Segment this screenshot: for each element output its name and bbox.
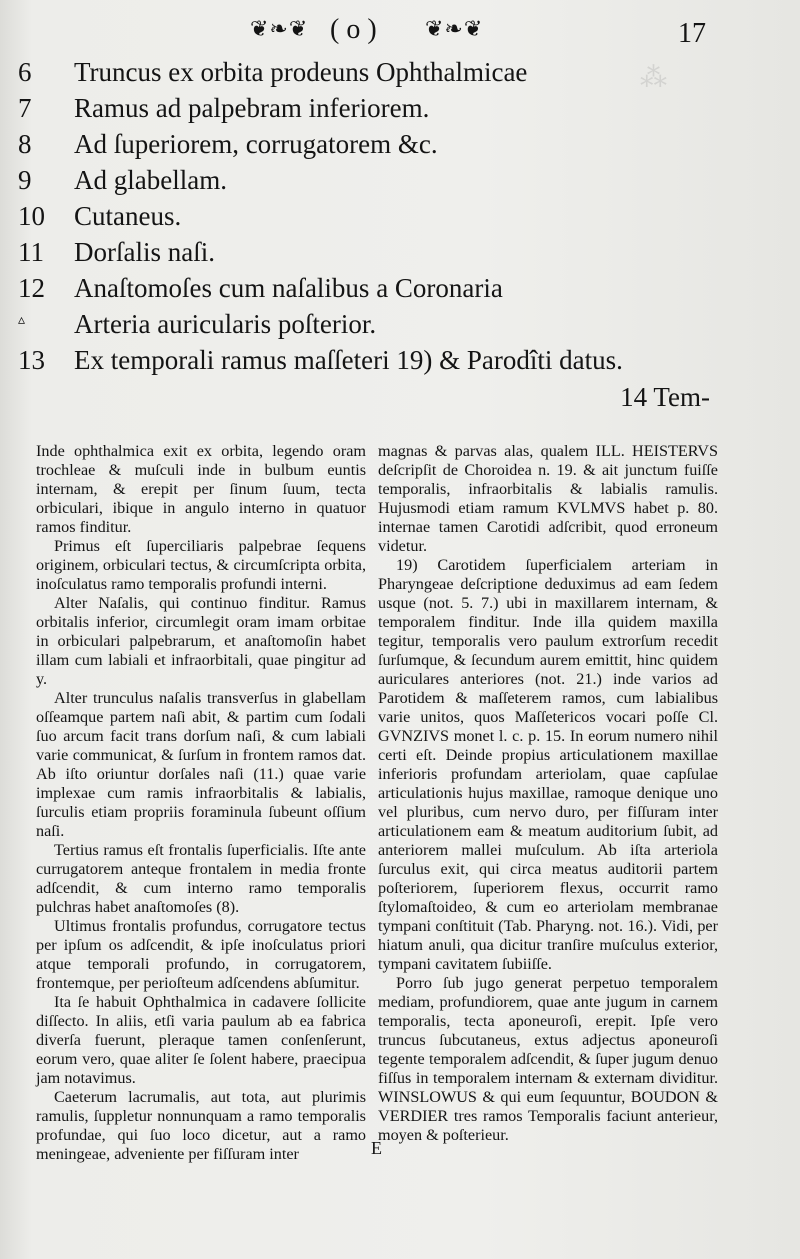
paragraph: Alter Naſalis, qui continuo finditur. Ramus orbitalis inferior, circumlegit oram imam orbitae in orbiculari palpebrarum, et anaſtomoſin habet illam cum labiali et infraorbitali, quae pingitur ad y. [36, 594, 366, 688]
legend-text: Ad glabellam. [74, 165, 227, 195]
page-number: 17 [678, 18, 706, 49]
legend-number: 11 [18, 237, 44, 267]
paragraph: Porro ſub jugo generat perpetuo temporalem mediam, profundiorem, quae ante jugum in carnem temporalis, tecta aponeuroſi, erepit. Ipſe vero truncus ſubcutaneus, extus adjectus aponeuroſi tegente temporalem adſcendit, & ſuper jugum denuo fiſſus in temporalem internam & externam dividitur. WINSLOWUS & qui eum ſequuntur, BOUDON & VERDIER tres ramos Temporalis faciunt anterieur, moyen & poſterieur. [378, 974, 718, 1144]
legend-number: 8 [18, 129, 32, 159]
paragraph: 19) Carotidem ſuperficialem arteriam in Pharyngeae deſcriptione deduximus ad eam ſedem usque (not. 5. 7.) ubi in maxillarem internam, & temporalem finditur. Inde illa quidem maxilla tegitur, temporalis vero paulum extrorſum recedit ſurſumque, & ſecundum aurem emittit, hinc quidem auriculares anteriores (not. 21.) inde varios ad Parotidem & maſſeterem ramos, cum labialibus varie unitos, quos Maſſetericos vocari poſſe Cl. GVNZIVS monet l. c. p. 15. In eorum numero nihil certi eſt. Deinde propius articulationem maxillae inferioris profundam arteriolam, quae capſulae articulationis hujus maxillae, ramoque denique uno vel pluribus, cum nervo duro, per fiſſuram inter articulationem eam & meatum auditorium ſubit, ad anteriorem mallei muſculum. Ab iſta arteriola ſurculus exit, qui circa meatus auditorii partem poſteriorem, ſuperiorem flexus, occurrit ramo ſtylomaſtoideo, & cum eo arteriolam membranae tympani conſtituit (Tab. Pharyng. not. 16.). Vidi, per hiatum anuli, qua dicitur tranſire muſculus exterior, tympani cavitatem ſubiiſſe. [378, 556, 718, 973]
legend-number: 10 [18, 201, 45, 231]
legend-item [18, 162, 738, 198]
legend-item [18, 198, 738, 234]
catchword: 14 Tem- [620, 382, 710, 412]
legend-item [18, 234, 738, 270]
legend-number: 7 [18, 93, 32, 123]
legend-text: Truncus ex orbita prodeuns Ophthalmicae [74, 57, 528, 87]
bleed-through: ⁂ [640, 62, 667, 92]
signature-mark: E [371, 1138, 382, 1158]
legend-number: 6 [18, 57, 32, 87]
figure-legend [18, 54, 738, 378]
paragraph: Alter trunculus naſalis transverſus in glabellam oſſeamque partem naſi abit, & partim cum ſodali ſuo arcum facit trans dorſum naſi, & cum labiali varie communicat, & ſurſum in frontem ramos dat. Ab iſto oriuntur dorſales naſi (11.) quae varie implexae cum ramis infraorbitalis & labialis, ſurculis etiam propriis foraminula ſubeunt oſſium naſi. [36, 689, 366, 840]
legend-number: 13 [18, 345, 45, 375]
legend-text: Dorſalis naſi. [74, 237, 215, 267]
triangle-icon: ▵ [18, 313, 26, 328]
legend-item [18, 126, 738, 162]
legend-number: 12 [18, 273, 45, 303]
legend-text: Ex temporali ramus maſſeteri 19) & Parodîti datus. [74, 345, 623, 375]
legend-text: Anaſtomoſes cum naſalibus a Coronaria [74, 273, 503, 303]
ornament-right-icon: ❦❧❦ [425, 16, 484, 41]
paragraph: Tertius ramus eſt frontalis ſuperficialis. Iſte ante currugatorem anteque frontalem in media fronte adſcendit, & cum interno ramo temporalis pulchras habet anaſtomoſes (8). [36, 841, 366, 916]
legend-item [18, 54, 738, 90]
legend-text: Arteria auricularis poſterior. [74, 309, 377, 339]
left-column [36, 442, 366, 1164]
legend-text: Ramus ad palpebram inferiorem. [74, 93, 430, 123]
legend-text: Cutaneus. [74, 201, 182, 231]
running-header [0, 12, 800, 52]
ornament-left-icon: ❦❧❦ [250, 16, 309, 41]
paragraph: Primus eſt ſuperciliaris palpebrae ſequens originem, orbiculari tectus, & circumſcripta orbita, inoſculatus ramo temporalis profundi interni. [36, 537, 366, 593]
legend-item [18, 270, 738, 306]
legend-item [18, 306, 738, 342]
paragraph: magnas & parvas alas, qualem ILL. HEISTERVS deſcripſit de Choroidea n. 19. & ait junctum fuiſſe temporalis, infraorbitalis & labialis ramulis. Hujusmodi etiam ramum KVLMVS habet p. 80. internae tamen Carotidi adſcribit, quod erroneum videtur. [378, 442, 718, 555]
paragraph: Ita ſe habuit Ophthalmica in cadavere ſollicite diſſecto. In aliis, etſi varia paulum ab ea fabrica diverſa fuerunt, pleraque tamen conſenſerunt, eorum vero, quae aliter ſe ſolent habere, praecipua jam notavimus. [36, 993, 366, 1087]
legend-item [18, 342, 738, 378]
legend-text: Ad ſuperiorem, corrugatorem &c. [74, 129, 438, 159]
paragraph: Inde ophthalmica exit ex orbita, legendo oram trochleae & muſculi inde in bulbum euntis internam, & erepit per ſinum ſuum, tecta orbiculari, ibique in angulo interno in quatuor ramos finditur. [36, 442, 366, 536]
header-mark: ( o ) [330, 14, 377, 45]
paragraph: Caeterum lacrumalis, aut tota, aut plurimis ramulis, ſuppletur nonnunquam a ramo temporalis profundae, qui ſuo loco dicetur, aut a ramo meningeae, adveniente per fiſſuram inter [36, 1088, 366, 1163]
legend-number: 9 [18, 165, 32, 195]
legend-item [18, 90, 738, 126]
paragraph: Ultimus frontalis profundus, corrugatore tectus per ipſum os adſcendit, & ipſe inoſculatus priori atque temporali profundo, in corrugatorem, frontemque, per perioſteum adſcendens abſumitur. [36, 917, 366, 992]
right-column [378, 442, 718, 1145]
